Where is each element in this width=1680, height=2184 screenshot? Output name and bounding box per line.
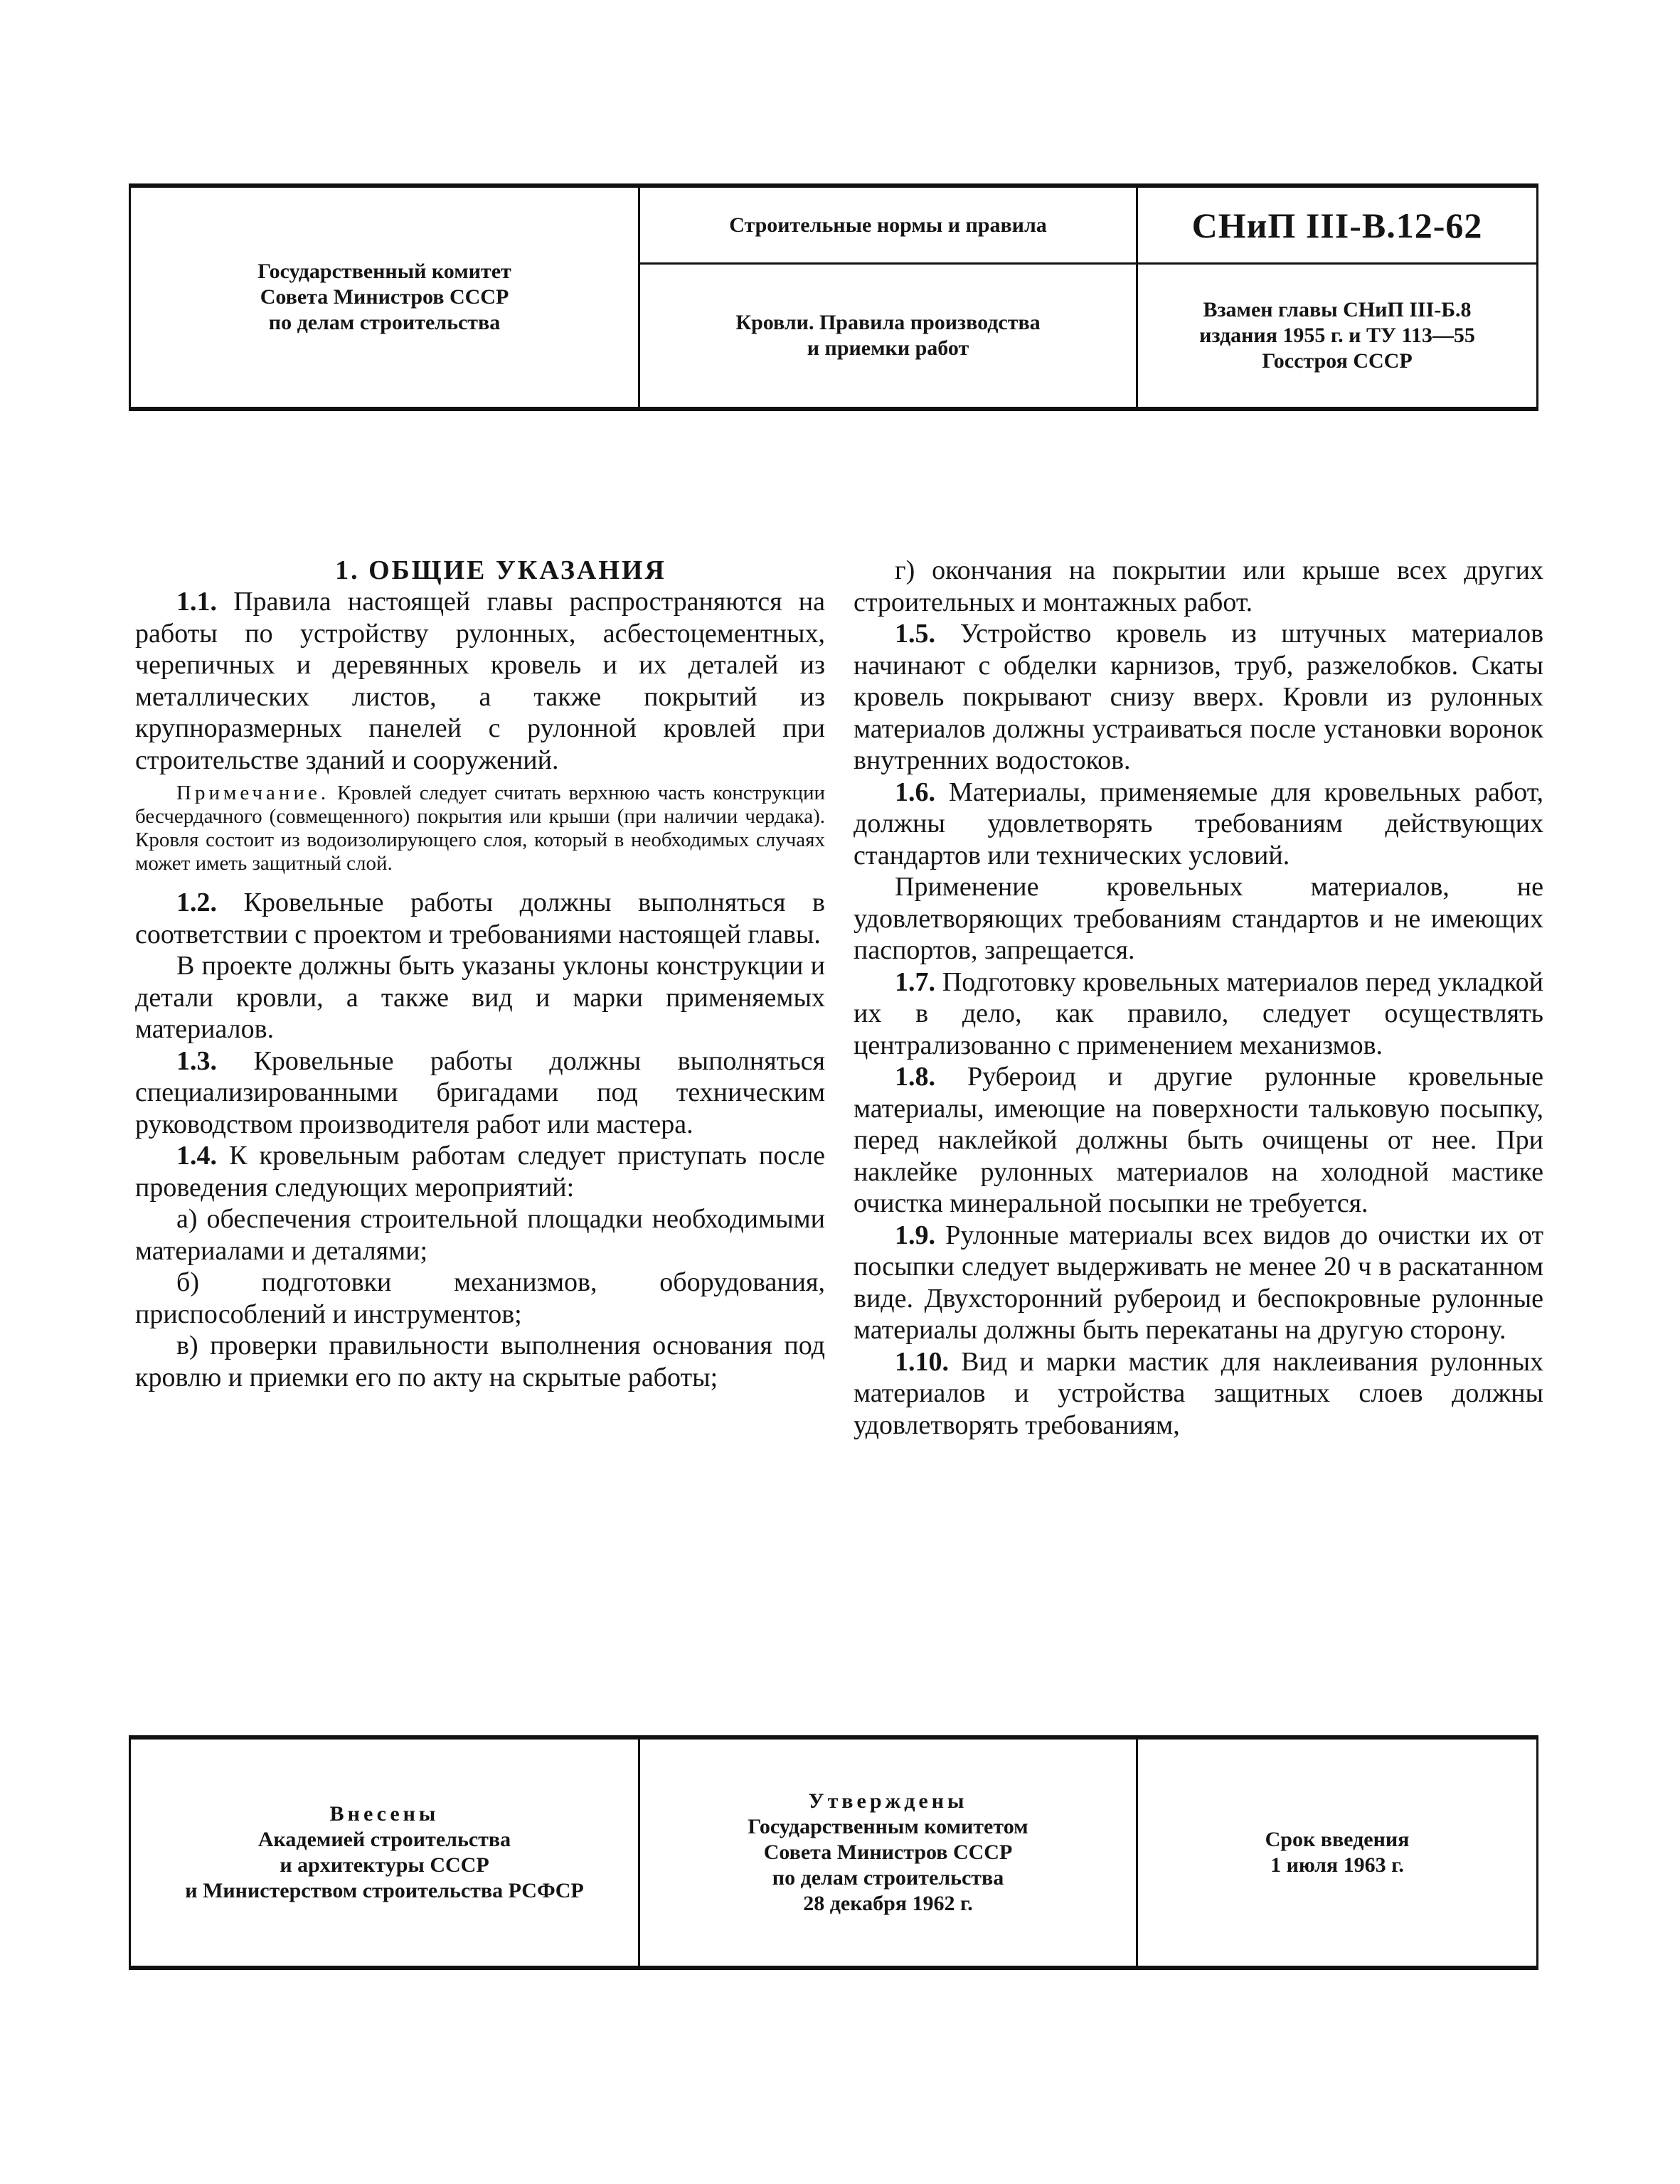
clause-text: Рубероид и другие рулонные кровельные материалы, имеющие на поверхности тальковую посыпку, перед наклейкой должны быть очищены от нее. При наклейке рулонных материалов на холодной мастике очистка минеральной посыпки не требуется. [854,1062,1544,1218]
clause-1-6 [854,777,1543,872]
approved-cell [640,1740,1136,1966]
clause-text: Кровельные работы должны выполняться специализированными бригадами под техническим руководством производителя работ или мастера. [135,1045,825,1139]
introduced-line: Академией строительства [257,1828,511,1851]
clause-number: 1.10. [895,1346,949,1377]
clause-number: 1.3. [176,1045,217,1076]
clause-text: Правила настоящей главы распространяются на работы по устройству рулонных, асбестоцементных, черепичных и деревянных кровель и их деталей из металлических листов, а также покрытий из крупноразмерных панелей с рулонной кровлей при строительстве зданий и сооружений. [135,587,825,775]
clause-number: 1.4. [176,1141,217,1171]
note-label: Примечание. [176,782,330,804]
series-cell [640,188,1136,262]
clause-text: К кровельным работам следует приступать после проведения следующих мероприятий: [135,1141,826,1203]
series-label: Строительные нормы и правила [729,213,1047,237]
committee-line: Государственный комитет [257,260,511,283]
clause-number: 1.6. [895,777,935,807]
effective-label: Срок введения [1265,1828,1410,1851]
clause-number: 1.7. [895,966,935,997]
clause-text: Рулонные материалы всех видов до очистки их от посыпки следует выдерживать не менее 20 ч в раскатанном виде. Двухсторонний рубероид и беспокровные рулонные материалы должны быть перекатаны на другую сторону. [854,1220,1543,1345]
approved-label: Утверждены [808,1789,968,1813]
committee-cell [131,188,638,407]
clause-number: 1.1. [176,587,217,617]
list-item: а) обеспечения строительной площадки необходимыми материалами и деталями; [135,1204,825,1266]
title-line: Кровли. Правила производства [735,311,1041,334]
paragraph: В проекте должны быть указаны уклоны конструкции и детали кровли, а также вид и марки применяемых материалов. [135,951,825,1044]
section-heading: 1. ОБЩИЕ УКАЗАНИЯ [335,555,666,585]
clause-text: Вид и марки мастик для наклеивания рулонных материалов и устройства защитных слоев должны удовлетворять требованиям, [854,1346,1543,1440]
replaces-cell [1138,265,1536,407]
clause-1-8 [854,1061,1543,1220]
list-item: г) окончания на покрытии или крыше всех других строительных и монтажных работ. [854,555,1543,617]
text-column-left [135,555,825,1393]
replaces-line: Госстроя СССР [1262,349,1413,373]
clause-text: Материалы, применяемые для кровельных работ, должны удовлетворять требованиям действующих стандартов или технических условий. [854,777,1543,870]
approved-line: Совета Министров СССР [763,1841,1013,1864]
header-table [129,183,1538,411]
replaces-line: Взамен главы СНиП III-Б.8 [1203,298,1472,321]
clause-number: 1.5. [895,619,935,649]
clause-number: 1.9. [895,1220,935,1250]
committee-line: по делам строительства [268,311,501,334]
clause-text: Кровельные работы должны выполняться в соответствии с проектом и требованиями настоящей главы. [135,888,825,949]
clause-1-3 [135,1045,825,1141]
note-text: Кровлей следует считать верхнюю часть конструкции бесчердачного (совмещенного) покрытия или крыши (при наличии чердака). Кровля состоит из водоизолирующего слоя, который в необходимых случаях может иметь защитный слой. [135,782,826,875]
introduced-cell [131,1740,638,1966]
clause-number: 1.2. [176,888,217,917]
clause-1-4 [135,1140,825,1203]
list-item: в) проверки правильности выполнения основания под кровлю и приемки его по акту на скрытые работы; [135,1331,825,1392]
note [135,782,825,875]
clause-1-2 [135,887,825,950]
introduced-line: и Министерством строительства РСФСР [185,1879,584,1902]
clause-1-7 [854,966,1543,1062]
clause-1-10 [854,1346,1543,1442]
clause-1-9 [854,1220,1543,1346]
list-item: б) подготовки механизмов, оборудования, приспособлений и инструментов; [135,1267,825,1329]
paragraph: Применение кровельных материалов, не удовлетворяющих требованиям стандартов и не имеющих паспортов, запрещается. [854,872,1543,965]
clause-1-5 [854,618,1543,777]
approved-date: 28 декабря 1962 г. [803,1892,973,1915]
replaces-line: издания 1955 г. и ТУ 113—55 [1199,324,1475,347]
committee-line: Совета Министров СССР [260,285,509,309]
title-cell [640,265,1136,407]
clause-text: Подготовку кровельных материалов перед укладкой их в дело, как правило, следует осуществлять централизованно с применением механизмов. [854,966,1544,1060]
introduced-label: Внесены [329,1802,440,1826]
footer-table [129,1735,1538,1970]
approved-line: по делам строительства [772,1866,1004,1890]
doc-code-cell [1138,188,1536,262]
clause-number: 1.8. [895,1062,935,1092]
effective-cell [1138,1740,1536,1966]
introduced-line: и архитектуры СССР [280,1853,489,1877]
approved-line: Государственным комитетом [748,1815,1028,1838]
clause-1-1 [135,586,825,776]
title-line: и приемки работ [807,336,969,360]
clause-text: Устройство кровель из штучных материалов начинают с обделки карнизов, труб, разжелобков. Скаты кровель покрывают снизу вверх. Кровли из рулонных материалов должны устраиваться после установки воронок внутренних водостоков. [854,619,1544,775]
text-column-right [854,555,1543,1441]
effective-date: 1 июля 1963 г. [1270,1853,1404,1877]
doc-code: СНиП III-В.12-62 [1191,205,1483,245]
